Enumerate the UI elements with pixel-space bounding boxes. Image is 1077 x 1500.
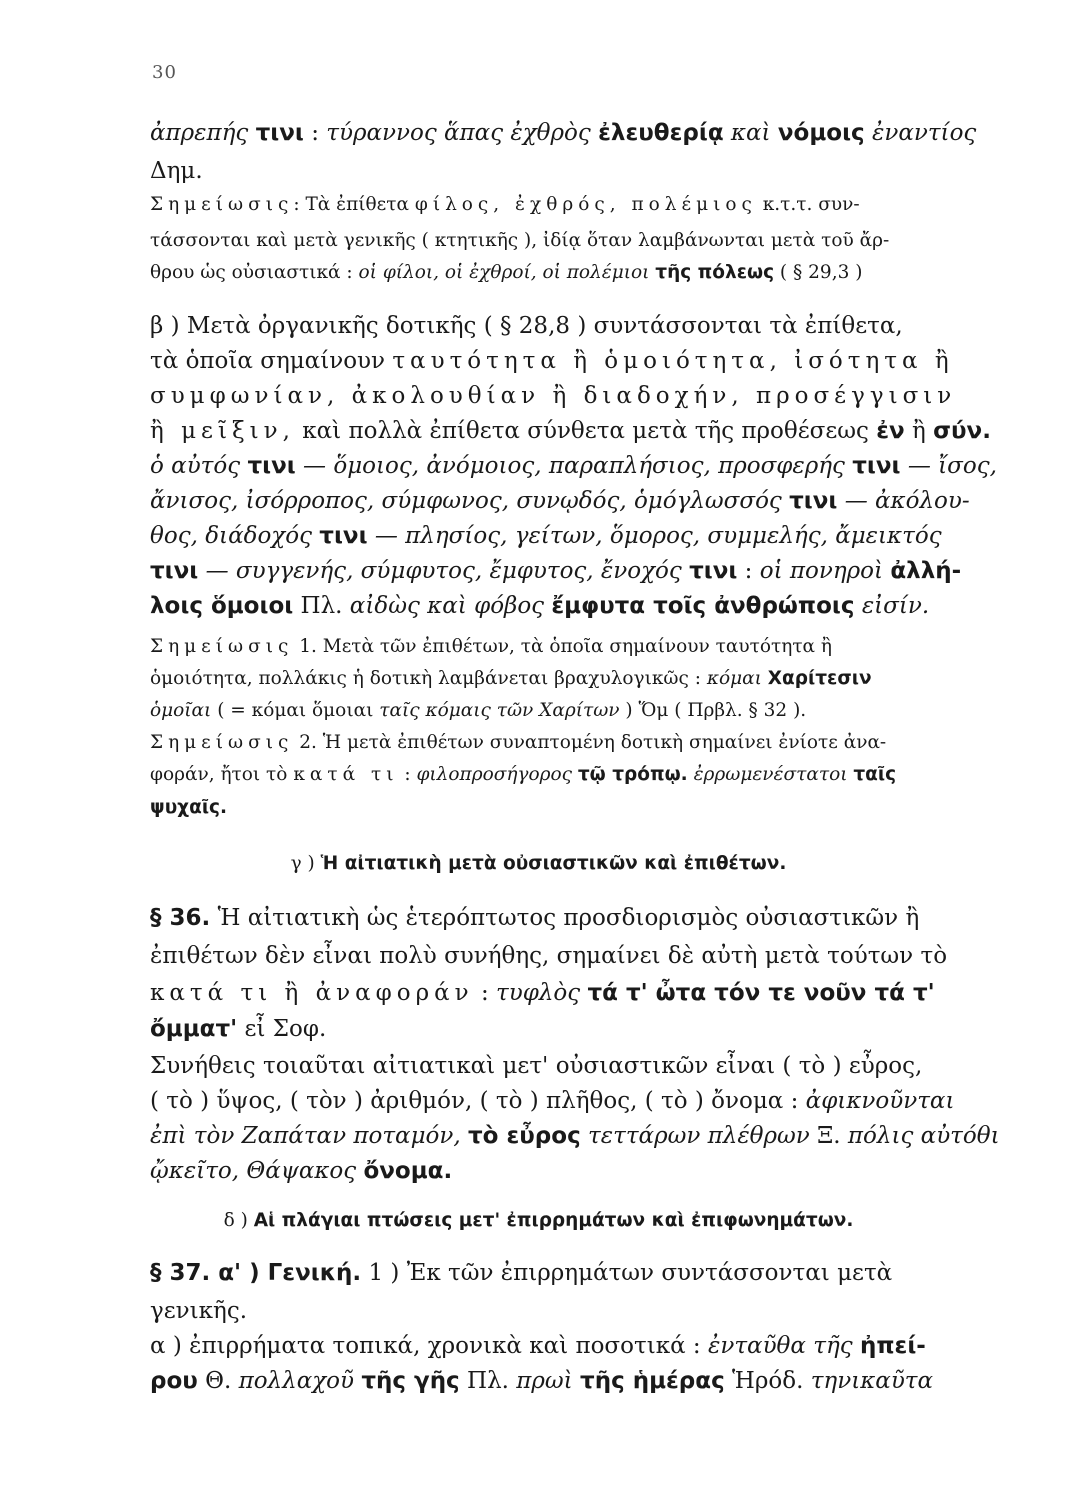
text-line <box>150 734 886 753</box>
text-line <box>150 1090 954 1113</box>
text-line <box>150 385 956 408</box>
example-text: — ἴσος, <box>900 453 997 479</box>
bold-term: ἔμφυτα τοῖς ἀνθρώποις <box>551 593 855 619</box>
example-text: ἀφικνοῦνται <box>805 1088 955 1114</box>
example-text: οἱ πονηροὶ <box>759 558 891 584</box>
bold-term: νόμοις <box>777 120 865 146</box>
text-run: Δημ. <box>150 158 203 184</box>
example-text: αἰδὼς καὶ φόβος <box>349 593 552 619</box>
example-text: θος, διάδοχός <box>150 523 320 549</box>
text-run: γενικῆς. <box>150 1298 248 1324</box>
text-line <box>150 1018 326 1041</box>
text-run: Ἡρόδ. <box>724 1368 811 1394</box>
bold-term: τινι <box>689 558 738 584</box>
text-run: φοράν, ἤτοι τὸ <box>150 764 294 785</box>
text-run: ταυτότητα ἢ ὁμοιότητα, ἰσότητα ἢ <box>392 348 954 374</box>
text-run: ἐπιθέτων δὲν εἶναι πολὺ συνήθης, σημαίνει δὲ αὐτὴ μετὰ τούτων τὸ <box>150 943 948 969</box>
bold-term: Ἡ αἰτιατικὴ μετὰ οὐσιαστικῶν καὶ ἐπιθέτων. <box>320 853 787 874</box>
bold-term: σύν. <box>933 418 991 444</box>
text-line <box>150 525 942 548</box>
example-text: τεττάρων πλέθρων <box>580 1123 818 1149</box>
bold-term: τῆς πόλεως <box>655 262 775 283</box>
example-text: οἱ φίλοι, οἱ ἐχθροί, οἱ πολέμιοι <box>358 262 656 283</box>
text-run: δ ) <box>223 1210 254 1231</box>
text-line <box>150 160 203 183</box>
bold-term: τὸ εὖρος <box>467 1123 581 1149</box>
text-run: 2. Ἡ μετὰ ἐπιθέτων συναπτομένη δοτικὴ σημαίνει ἐνίοτε ἀνα- <box>293 732 887 753</box>
bold-term: ἐν <box>876 418 905 444</box>
bold-term: Αἱ πλάγιαι πτώσεις μετ' ἐπιρρημάτων καὶ ἐπιφωνημάτων. <box>253 1210 854 1231</box>
text-line <box>150 907 919 930</box>
text-run: τὰ ὁποῖα σημαίνουν <box>150 348 393 374</box>
text-run: : <box>473 980 497 1006</box>
text-line <box>150 1262 892 1285</box>
example-text: — ἀκόλου- <box>837 488 970 514</box>
bold-term: τινι <box>150 558 199 584</box>
example-text: ἐπὶ τὸν Ζαπάταν ποταμόν, <box>150 1123 468 1149</box>
example-text: ταῖς κόμαις τῶν Χαρίτων <box>379 700 620 721</box>
text-run: : <box>303 120 327 146</box>
text-run: Σημείωσις <box>150 636 294 657</box>
bold-term: τῷ τρόπῳ. <box>577 764 688 785</box>
text-line <box>150 420 991 443</box>
text-line <box>150 455 997 478</box>
text-run: Πλ. <box>459 1368 517 1394</box>
bold-term: ρου <box>150 1368 198 1394</box>
text-run: Σημείωσις <box>150 194 294 215</box>
text-run: Θ. <box>197 1368 239 1394</box>
text-line <box>150 196 860 215</box>
text-line <box>150 490 970 513</box>
text-line <box>150 1370 933 1393</box>
bold-term: ὄμματ' <box>150 1016 238 1042</box>
text-line <box>150 315 903 338</box>
text-run: ) Ὅμ ( Πρβλ. § 32 ). <box>619 700 807 721</box>
text-line <box>150 350 954 373</box>
text-line <box>150 122 976 145</box>
text-run: ( τὸ ) ὕψος, ( τὸν ) ἀριθμόν, ( τὸ ) πλῆθος, ( τὸ ) ὄνομα : <box>150 1088 806 1114</box>
text-run: β ) Μετὰ ὀργανικῆς δοτικῆς ( § 28,8 ) συντάσσονται τὰ ἐπίθετα, <box>150 313 903 339</box>
text-line <box>150 1300 247 1323</box>
example-text: κόμαι <box>706 668 768 689</box>
text-line <box>150 232 889 251</box>
text-run: συμφωνίαν, ἀκολουθίαν ἢ διαδοχήν, προσέγγισιν <box>150 383 957 409</box>
text-run: Ἡ αἰτιατικὴ ὡς ἑτερόπτωτος προσδιορισμὸς οὐσιαστικῶν ἢ <box>210 905 920 931</box>
text-line <box>150 799 227 818</box>
bold-term: ἐλευθερίᾳ <box>598 120 724 146</box>
text-line <box>150 670 872 689</box>
text-line <box>0 855 1077 874</box>
text-run: τάσσονται καὶ μετὰ γενικῆς ( κτητικῆς ), ἰδίᾳ ὅταν λαμβάνωνται μετὰ τοῦ ἄρ- <box>150 230 890 251</box>
text-line <box>0 1212 1077 1231</box>
bold-term: τινι <box>852 453 901 479</box>
text-run: γ ) <box>290 853 321 874</box>
example-text: τηνικαῦτα <box>810 1368 934 1394</box>
bold-term: § 37. α' ) Γενική. <box>150 1260 362 1286</box>
example-text: φιλοπροσήγορος <box>416 764 578 785</box>
example-text: ἄνισος, ἰσόρροπος, σύμφωνος, συνῳδός, ὁμόγλωσσός <box>150 488 790 514</box>
bold-term: Χαρίτεσιν <box>767 668 872 689</box>
text-line <box>150 945 947 968</box>
text-line <box>150 1125 1000 1148</box>
bold-term: τινι <box>247 453 296 479</box>
bold-term: ψυχαῖς. <box>150 797 228 818</box>
example-text: τυφλὸς <box>496 980 588 1006</box>
example-text: ᾤκεῖτο, Θάψακος <box>150 1158 364 1184</box>
bold-term: ταῖς <box>853 764 897 785</box>
bold-term: τῆς ἡμέρας <box>580 1368 725 1394</box>
text-run: : <box>398 764 417 785</box>
example-text: πόλις αὐτόθι <box>847 1123 1000 1149</box>
text-run: Σημείωσις <box>150 732 294 753</box>
text-run: 1 ) Ἐκ τῶν ἐπιρρημάτων συντάσσονται μετὰ <box>361 1260 893 1286</box>
text-line <box>150 638 832 657</box>
example-text: ὁ αὐτός <box>150 453 248 479</box>
text-line <box>150 1335 926 1358</box>
bold-term: ὄνομα. <box>363 1158 453 1184</box>
text-line <box>150 560 961 583</box>
example-text: ἐναντίος <box>864 120 977 146</box>
example-text: — πλησίος, γείτων, ὅμορος, συμμελής, ἄμεικτός <box>367 523 942 549</box>
text-line <box>150 595 929 618</box>
text-run: εἶ Σοφ. <box>237 1016 327 1042</box>
bold-term: τινι <box>255 120 304 146</box>
text-line <box>150 982 935 1005</box>
text-run: ( § 29,3 ) <box>774 262 863 283</box>
text-line <box>150 264 862 283</box>
example-text: — ὅμοιος, ἀνόμοιος, παραπλήσιος, προσφερής <box>295 453 853 479</box>
bold-term: ἠπεί- <box>859 1333 926 1359</box>
bold-term: τά τ' ὦτα τόν τε νοῦν τά τ' <box>587 980 935 1006</box>
text-run: κατά τι <box>293 764 399 785</box>
example-text: καὶ <box>723 120 778 146</box>
bold-term: § 36. <box>150 905 211 931</box>
bold-term: λοις ὅμοιοι <box>150 593 294 619</box>
example-text: ἀπρεπής <box>150 120 256 146</box>
text-run: Πλ. <box>293 593 350 619</box>
example-text: πρωὶ <box>516 1368 581 1394</box>
text-run: ἢ μεῖξιν, <box>150 418 295 444</box>
example-text: ὁμοῖαι <box>150 700 212 721</box>
text-run: Συνήθεις τοιαῦται αἰτιατικαὶ μετ' οὐσιαστικῶν εἶναι ( τὸ ) εὖρος, <box>150 1053 923 1079</box>
text-line <box>150 766 896 785</box>
example-text: τῆς <box>813 1333 860 1359</box>
bold-term: ἀλλή- <box>890 558 962 584</box>
text-line <box>150 1160 452 1183</box>
text-run: α ) ἐπιρρήματα τοπικά, χρονικὰ καὶ ποσοτικά : <box>150 1333 708 1359</box>
text-run: ὁμοιότητα, πολλάκις ἡ δοτικὴ λαμβάνεται βραχυλογικῶς : <box>150 668 707 689</box>
text-run: θρου ὡς οὐσιαστικά : <box>150 262 359 283</box>
text-run: φίλος, ἐχθρός, πολέμιος <box>414 194 757 215</box>
text-run: κ.τ.τ. συν- <box>756 194 860 215</box>
example-text: τύραννος ἅπας ἐχθρὸς <box>326 120 599 146</box>
text-run: κατά τι ἢ ἀναφοράν <box>150 980 474 1006</box>
bold-term: τινι <box>789 488 838 514</box>
text-line <box>150 1055 922 1078</box>
text-run: Ξ. <box>817 1123 848 1149</box>
example-text: ἐνταῦθα <box>708 1333 814 1359</box>
text-run: ( = κόμαι ὅμοιαι <box>211 700 380 721</box>
text-line <box>150 702 806 721</box>
bold-term: τινι <box>319 523 368 549</box>
page-number: 30 <box>152 62 177 83</box>
text-run: καὶ πολλὰ ἐπίθετα σύνθετα μετὰ τῆς προθέσεως <box>294 418 877 444</box>
bold-term: τῆς γῆς <box>361 1368 460 1394</box>
text-run: : Τὰ ἐπίθετα <box>293 194 415 215</box>
text-run: 1. Μετὰ τῶν ἐπιθέτων, τὰ ὁποῖα σημαίνουν ταυτότητα ἢ <box>293 636 833 657</box>
example-text: — συγγενής, σύμφυτος, ἔμφυτος, ἔνοχός <box>198 558 690 584</box>
text-run: ἢ <box>904 418 934 444</box>
example-text: εἰσίν. <box>854 593 930 619</box>
example-text: ἐρρωμενέστατοι <box>687 764 854 785</box>
example-text: πολλαχοῦ <box>238 1368 362 1394</box>
text-run: : <box>737 558 760 584</box>
